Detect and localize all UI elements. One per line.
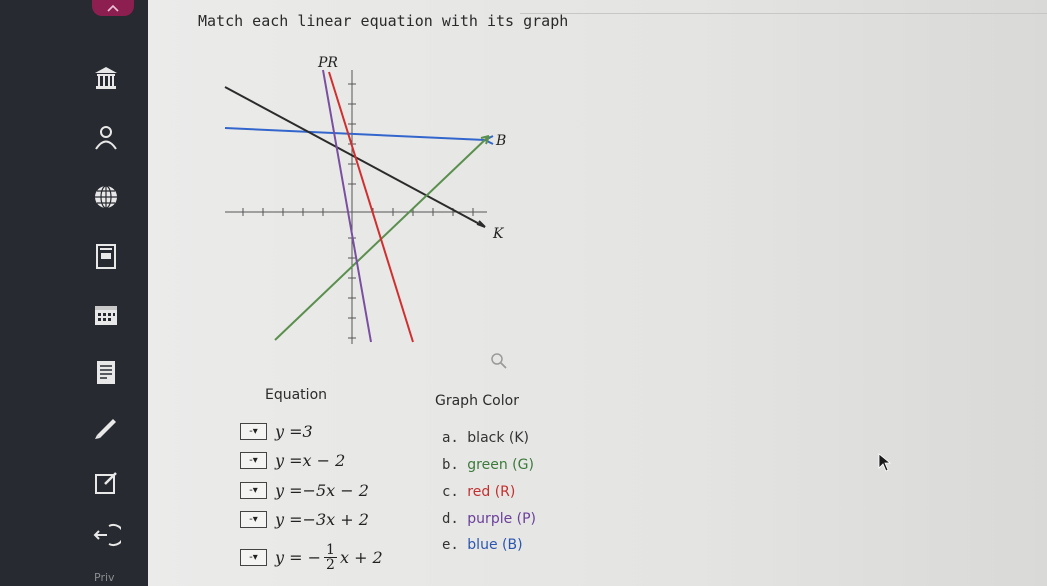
fraction: $\frac{1}{2}$ (326, 541, 335, 573)
question-prompt: Match each linear equation with its graph (198, 12, 569, 30)
option-b: b. green (G) (442, 457, 534, 473)
bank-icon (91, 63, 121, 93)
exit-button[interactable] (86, 515, 126, 555)
bank-button[interactable] (86, 58, 126, 98)
profile-button[interactable] (86, 117, 126, 157)
equation: y = −3x + 2 (275, 509, 369, 529)
label-pr: PR (318, 55, 338, 71)
purple-line (323, 70, 371, 342)
equation-row (240, 540, 383, 574)
calendar-icon (91, 299, 121, 329)
calendar-button[interactable] (86, 294, 126, 334)
option-a: a. black (K) (442, 430, 530, 446)
mouse-cursor-icon (878, 453, 892, 473)
edit-button[interactable] (86, 462, 126, 502)
divider (520, 13, 1047, 14)
y-axis (348, 70, 356, 344)
calculator-icon (91, 241, 121, 271)
chevron-up-icon (106, 3, 120, 13)
equation-row (240, 420, 313, 442)
blue-line (225, 128, 485, 140)
match-select[interactable]: - ▾ (240, 549, 267, 566)
graph-color-column-header: Graph Color (435, 393, 519, 409)
label-b: B (496, 133, 507, 149)
equation-row (240, 479, 369, 501)
x-axis (225, 208, 487, 216)
document-icon (91, 357, 121, 387)
option-d: d. purple (P) (442, 511, 537, 527)
globe-icon (91, 182, 121, 212)
privacy-link[interactable]: Priv (94, 571, 115, 584)
match-select[interactable]: - ▾ (240, 452, 267, 469)
collapse-tab[interactable] (92, 0, 134, 16)
calculator-button[interactable] (86, 236, 126, 276)
green-line (275, 136, 489, 340)
equation-row (240, 449, 345, 471)
pencil-button[interactable] (86, 406, 126, 446)
label-k: K (493, 226, 504, 242)
sidebar (0, 0, 148, 586)
equation: y = x − 2 (275, 450, 346, 470)
globe-button[interactable] (86, 177, 126, 217)
person-icon (91, 122, 121, 152)
equation: y = − $\frac{1}{2}$ x + 2 (275, 541, 383, 573)
option-c: c. red (R) (442, 484, 516, 500)
equation-column-header: Equation (265, 387, 328, 403)
red-line (329, 72, 413, 342)
magnifier-icon[interactable] (490, 352, 508, 370)
match-select[interactable]: - ▾ (240, 511, 267, 528)
black-arrow (477, 221, 485, 227)
match-select[interactable]: - ▾ (240, 423, 267, 440)
pencil-icon (91, 411, 121, 441)
option-e: e. blue (B) (442, 537, 523, 553)
document-button[interactable] (86, 352, 126, 392)
exit-icon (91, 520, 121, 550)
equation-row (240, 508, 369, 530)
edit-icon (91, 467, 121, 497)
match-select[interactable]: - ▾ (240, 482, 267, 499)
equation: y = −5x − 2 (275, 480, 369, 500)
graph (215, 52, 535, 352)
equation: y = 3 (275, 421, 313, 441)
